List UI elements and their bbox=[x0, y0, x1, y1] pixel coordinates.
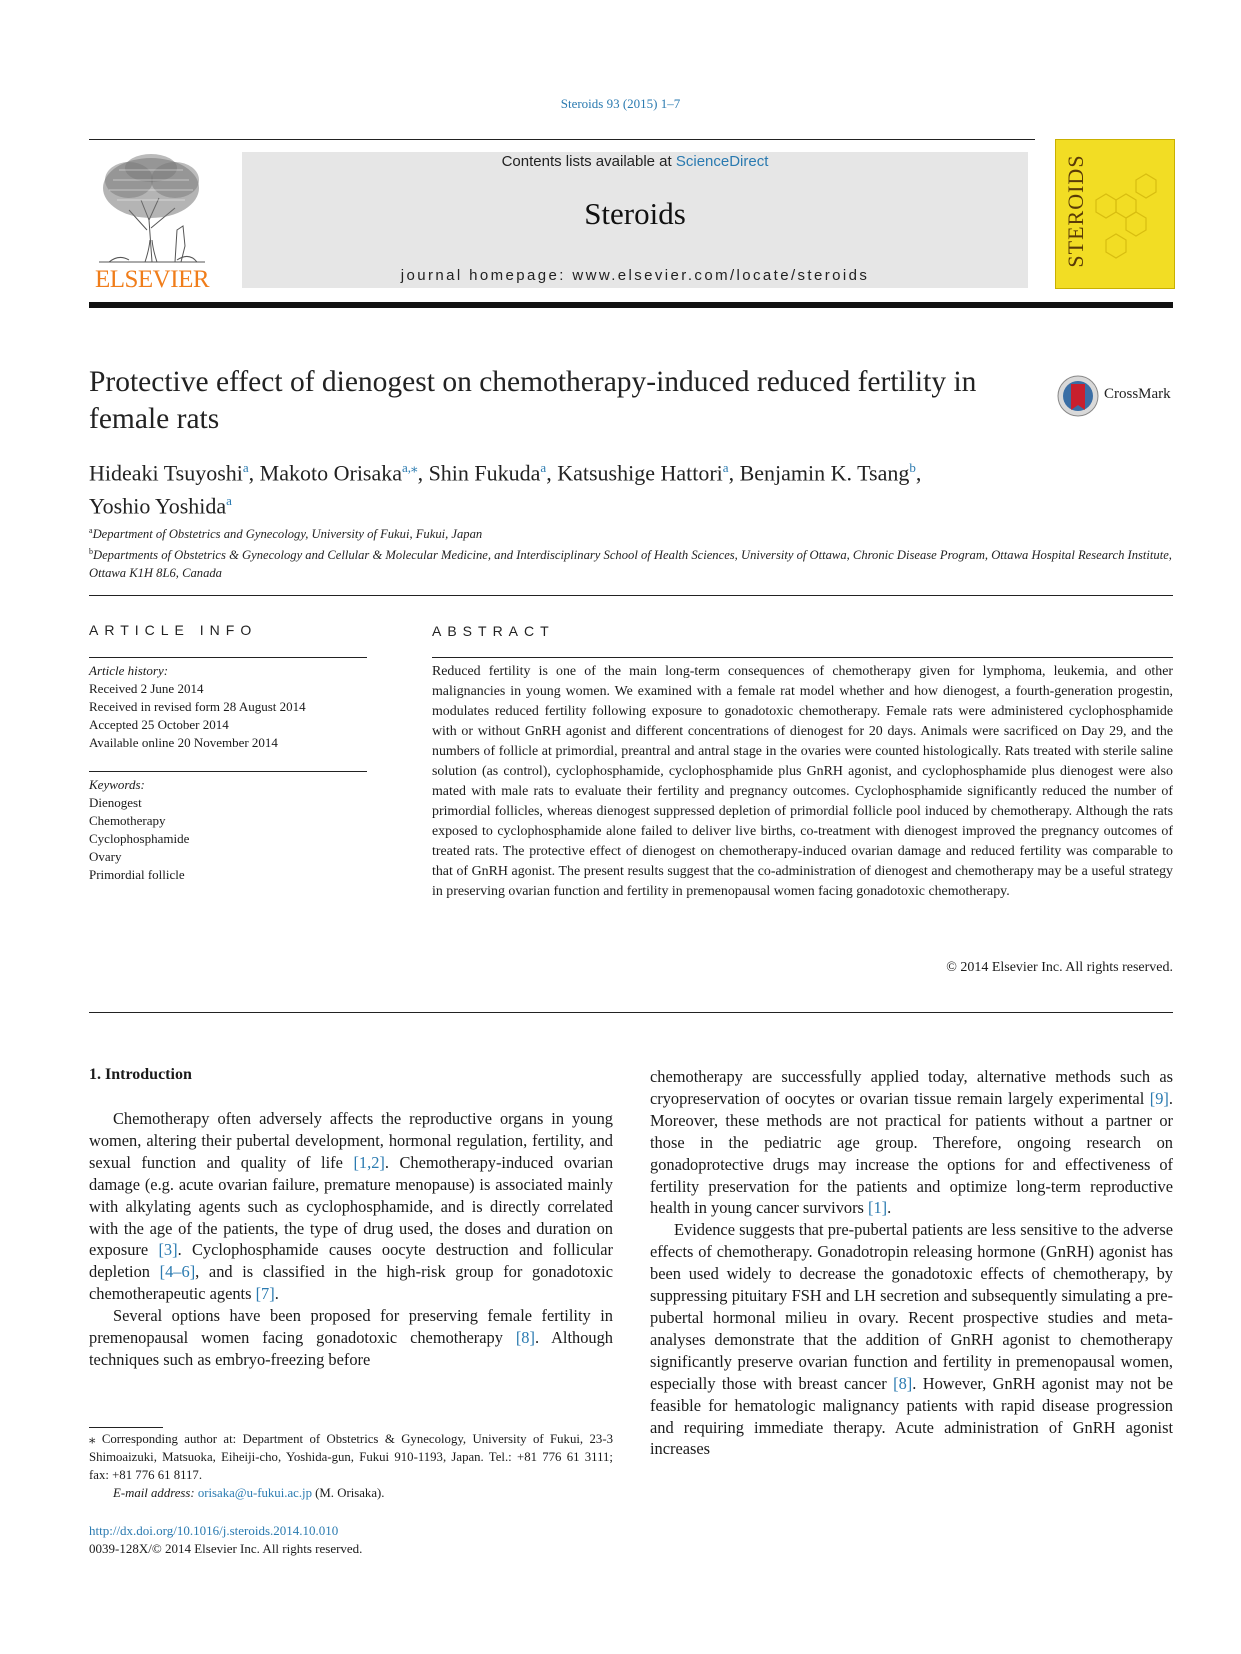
doi-link[interactable]: http://dx.doi.org/10.1016/j.steroids.2014.10.010 bbox=[89, 1523, 339, 1538]
author-affiliation-mark[interactable]: a bbox=[722, 460, 729, 475]
email-line bbox=[89, 1484, 613, 1502]
email-label: E-mail address: bbox=[113, 1486, 198, 1500]
text-run: chemotherapy are successfully applied today, alternative methods such as cryopreservation of oocytes or ovarian tissue remain largely experimental bbox=[650, 1067, 1173, 1108]
elsevier-logo[interactable] bbox=[89, 150, 215, 292]
text-run: Evidence suggests that pre-pubertal patients are less sensitive to the adverse effects of chemotherapy. Gonadotropin releasing hormone (GnRH) agonist has been used widely to decrease the gonadotoxic effects of chemotherapy, by suppressing pituitary FSH and LH secretion and subsequently simulating a pre-pubertal hormonal milieu in ovary. Recent prospective studies and meta-analyses demonstrate that the addition of GnRH agonist to chemotherapy significantly preserve ovarian function and fertility in premenopausal women, especially those with breast cancer bbox=[650, 1220, 1173, 1393]
crossmark-icon bbox=[1056, 374, 1100, 418]
keyword: Ovary bbox=[89, 849, 122, 864]
contents-prefix: Contents lists available at bbox=[501, 153, 676, 170]
divider bbox=[89, 595, 1173, 596]
author-separator: , bbox=[728, 460, 740, 486]
author-affiliation-mark[interactable]: a bbox=[226, 493, 232, 509]
keyword: Chemotherapy bbox=[89, 813, 166, 828]
abstract-heading: ABSTRACT bbox=[432, 623, 555, 639]
author-affiliation-mark[interactable]: a bbox=[242, 460, 249, 475]
affiliations bbox=[89, 522, 1179, 582]
affiliation-text: Department of Obstetrics and Gynecology, University of Fukui, Fukui, Japan bbox=[92, 527, 483, 542]
paragraph bbox=[650, 1066, 1173, 1219]
text-run: . Moreover, these methods are not practical for patients without a partner or those in the pediatric age group. Therefore, ongoing research on gonadoprotective drugs may increase the options for and effectiveness of fertility preservation for the patients and optimize long-term reproductive health in young cancer survivors bbox=[650, 1088, 1173, 1218]
text-run: . bbox=[887, 1198, 892, 1218]
elsevier-tree-icon bbox=[89, 150, 215, 268]
author-affiliation-mark[interactable]: b bbox=[909, 460, 916, 475]
email-owner: (M. Orisaka). bbox=[311, 1486, 385, 1500]
citation-link[interactable]: [8] bbox=[515, 1328, 535, 1348]
crossmark-button[interactable] bbox=[1056, 374, 1176, 416]
author-name[interactable]: Shin Fukuda bbox=[428, 460, 541, 486]
citation-link[interactable]: [7] bbox=[255, 1284, 275, 1304]
journal-name[interactable]: Steroids bbox=[584, 196, 686, 231]
history-item: Received 2 June 2014 bbox=[89, 681, 204, 696]
author-name[interactable]: Benjamin K. Tsang bbox=[739, 460, 910, 486]
cover-title: STEROIDS bbox=[1063, 154, 1088, 268]
divider bbox=[89, 1012, 1173, 1013]
author-separator: , bbox=[417, 460, 429, 486]
author-name[interactable]: Katsushige Hattori bbox=[557, 460, 723, 486]
journal-reference[interactable]: Steroids 93 (2015) 1–7 bbox=[560, 96, 681, 111]
affiliation-b bbox=[89, 543, 1179, 582]
author-name[interactable]: Makoto Orisaka bbox=[259, 460, 403, 486]
history-label: Article history: bbox=[89, 663, 169, 678]
affiliation-mark: b bbox=[89, 547, 93, 557]
author-affiliation-mark[interactable]: a,⁎ bbox=[402, 460, 418, 475]
text-run: . Cyclophosphamide causes oocyte destruction and follicular depletion bbox=[89, 1240, 614, 1282]
paragraph bbox=[89, 1108, 613, 1305]
journal-homepage-link[interactable]: journal homepage: www.elsevier.com/locate/steroids bbox=[400, 267, 870, 284]
top-divider bbox=[89, 139, 1035, 140]
divider bbox=[432, 657, 1173, 658]
citation-link[interactable]: [8] bbox=[893, 1373, 913, 1393]
sciencedirect-link[interactable]: ScienceDirect bbox=[675, 153, 769, 170]
header-bottom-rule bbox=[89, 302, 1173, 308]
text-run: , and is classified in the high-risk group for gonadotoxic chemotherapeutic agents bbox=[89, 1262, 613, 1304]
article-title: Protective effect of dienogest on chemotherapy-induced reduced fertility in female rats bbox=[89, 366, 977, 435]
paragraph bbox=[650, 1219, 1173, 1460]
footnote-rule bbox=[89, 1427, 163, 1428]
citation-link[interactable]: [1] bbox=[868, 1198, 888, 1218]
journal-header bbox=[242, 152, 1028, 288]
author-name[interactable]: Yoshio Yoshida bbox=[89, 493, 227, 519]
affiliation-mark: a bbox=[89, 526, 93, 535]
contents-line bbox=[242, 152, 1028, 170]
keyword: Cyclophosphamide bbox=[89, 831, 190, 846]
body-column-right bbox=[650, 1066, 1173, 1460]
keywords bbox=[89, 776, 369, 884]
author-separator: , bbox=[546, 460, 558, 486]
crossmark-label: CrossMark bbox=[1104, 386, 1171, 402]
history-item: Accepted 25 October 2014 bbox=[89, 717, 229, 732]
citation-link[interactable]: [4–6] bbox=[159, 1262, 196, 1282]
abstract-text: Reduced fertility is one of the main long-term consequences of chemotherapy given for lymphoma, leukemia, and other malignancies in young women. We examined with a female rat model whether and how dienogest, a fourth-generation progestin, modulates reduced fertility following exposure to gonadotoxic chemotherapy. Female rats were administered cyclophosphamide with or without GnRH agonist and different concentrations of dienogest for 20 days. Animals were sacrificed on Day 29, and the numbers of follicle at primordial, preantral and antral stage in the ovaries were counted histologically. Rats treated with sterile saline solution (as control), cyclophosphamide, cyclophosphamide plus GnRH agonist, and cyclophosphamide plus dienogest were also mated with male rats to evaluate their fertility and pregnancy outcomes. Cyclophosphamide significantly reduced the number of primordial follicles, whereas dienogest suppressed depletion of primordial follicle pool induced by chemotherapy. Although the rats exposed to cyclophosphamide alone failed to deliver live births, co-treatment with dienogest improved the pregnancy outcomes of treated rats. The protective effect of dienogest on chemotherapy-induced ovarian damage and reduced fertility was comparable to that of GnRH agonist. The present results suggest that the co-administration of dienogest and chemotherapy may be a useful strategy in preserving ovarian function and fertility in premenopausal women facing gonadotoxic chemotherapy. bbox=[432, 664, 1173, 899]
citation-link[interactable]: [9] bbox=[1149, 1088, 1169, 1108]
history-item: Available online 20 November 2014 bbox=[89, 735, 278, 750]
author-name[interactable]: Hideaki Tsuyoshi bbox=[89, 460, 243, 486]
keywords-label: Keywords: bbox=[89, 777, 145, 792]
email-link[interactable]: orisaka@u-fukui.ac.jp bbox=[197, 1486, 312, 1500]
divider bbox=[89, 657, 367, 658]
citation-link[interactable]: [1,2] bbox=[353, 1152, 385, 1172]
body-column-left bbox=[89, 1108, 613, 1371]
article-info-heading: ARTICLE INFO bbox=[89, 622, 258, 638]
affiliation-a bbox=[89, 522, 1179, 543]
history-item: Received in revised form 28 August 2014 bbox=[89, 699, 306, 714]
text-run: Chemotherapy often adversely affects the reproductive organs in young women, altering their pubertal development, hormonal regulation, fertility, and sexual function and quality of life bbox=[89, 1109, 613, 1172]
elsevier-wordmark: ELSEVIER bbox=[94, 266, 210, 293]
text-run: Several options have been proposed for preserving female fertility in premenopausal women facing gonadotoxic chemotherapy bbox=[89, 1306, 613, 1348]
footnote bbox=[89, 1430, 613, 1502]
keyword: Dienogest bbox=[89, 795, 142, 810]
text-run: . However, GnRH agonist may not be feasible for hematologic malignancy patients with rapid disease progression and requiring immediate therapy. Acute administration of GnRH agonist increases bbox=[650, 1373, 1173, 1459]
author-separator: , bbox=[248, 460, 260, 486]
author-list bbox=[89, 454, 1179, 521]
divider bbox=[89, 771, 367, 772]
article-history bbox=[89, 662, 369, 752]
paragraph bbox=[89, 1305, 613, 1371]
citation-link[interactable]: [3] bbox=[158, 1240, 178, 1260]
keyword: Primordial follicle bbox=[89, 867, 185, 882]
text-run: . Although techniques such as embryo-freezing before bbox=[89, 1328, 613, 1369]
copyright: © 2014 Elsevier Inc. All rights reserved. bbox=[946, 960, 1173, 975]
author-separator: , bbox=[915, 460, 922, 486]
affiliation-text: Departments of Obstetrics & Gynecology and Cellular & Molecular Medicine, and Interdisciplinary School of Health Sciences, University of Ottawa, Chronic Disease Program, Ottawa Hospital Research Institute, Ottawa K1H 8L6, Canada bbox=[89, 548, 1172, 581]
text-run: . Chemotherapy-induced ovarian damage (e.g. acute ovarian failure, premature menopause) is associated mainly with alkylating agents such as cyclophosphamide, and is directly correlated with the age of the patients, the type of drug used, the doses and duration on exposure bbox=[89, 1152, 614, 1260]
footnote-text: ⁎ Corresponding author at: Department of Obstetrics & Gynecology, University of Fukui, 23-3 Shimoaizuki, Matsuoka, Eiheiji-cho, Yoshida-gun, Fukui 910-1193, Japan. Tel.: +81 776 61 3111; fax: +81 776 61 8117. bbox=[89, 1432, 613, 1482]
journal-cover[interactable] bbox=[1055, 139, 1175, 289]
issn-line: 0039-128X/© 2014 Elsevier Inc. All rights reserved. bbox=[89, 1541, 363, 1556]
text-run: . bbox=[274, 1284, 279, 1304]
author-affiliation-mark[interactable]: a bbox=[540, 460, 547, 475]
section-heading: 1. Introduction bbox=[89, 1066, 192, 1083]
